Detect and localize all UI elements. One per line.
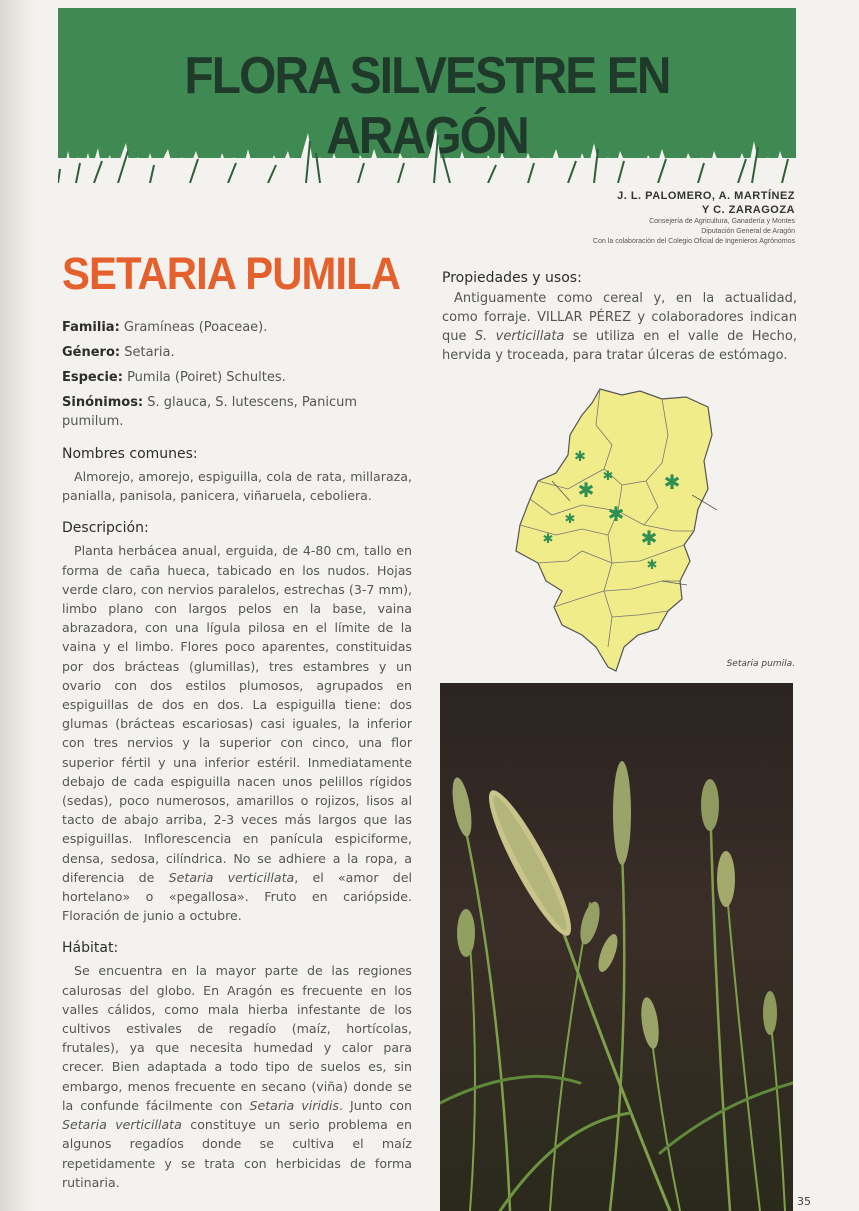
sinonimos-value: S. glauca, S. lutescens, Panicum pumilum. [62,395,358,429]
species-title: SETARIA PUMILA [62,248,401,299]
especie-label: Especie: [62,370,123,385]
genero-value: Setaria. [124,345,175,360]
presence-marker: ✱ [646,558,658,573]
genero-row [62,343,412,362]
presence-marker: ✱ [607,502,625,526]
habitat-heading: Hábitat: [62,940,119,957]
aragon-distribution-map [512,385,717,677]
habitat-species-ref-2: Setaria verticillata [62,1117,182,1133]
nombres-text: Almorejo, amorejo, espiguilla, cola de rata, millaraza, panialla, panisola, panicera, viñaruela, ceboliera. [62,469,412,504]
affiliation-1: Consejería de Agricultura, Ganadería y Montes [649,218,795,225]
map-caption: Setaria pumila. [726,659,795,669]
right-column [442,270,797,365]
propiedades-text-a: Antiguamente como cereal y, en la actualidad, como forraje. VILLAR PÉREZ y colaboradores indican que [442,291,797,344]
descripcion-text-b: , el «amor del hortelano» o «pegallosa». Fruto en cariópside. Floración de junio a octubre. [62,869,412,924]
habitat-text [62,961,412,1191]
seed-head [701,779,719,831]
especie-value: Pumila (Poiret) Schultes. [127,370,286,385]
sinonimos-label: Sinónimos: [62,395,144,410]
presence-marker: ✱ [663,470,681,494]
especie-row [62,368,412,387]
authors-line-1: J. L. PALOMERO, A. MARTÍNEZ [617,190,795,202]
habitat-text-a: Se encuentra en la mayor parte de las regiones calurosas del globo. En Aragón es frecuente en los valles cálidos, como mala hierba infestante de los cultivos estivales de regadío (maíz, hortícolas, frutales), ya que necesita humedad y calor para crecer. Bien adaptada a todo tipo de suelos es, sin embargo, menos frecuente en secano (viña) donde se la confunde fácilmente con [62,963,412,1113]
genero-label: Género: [62,345,121,360]
setaria-photo [440,683,793,1211]
habitat-text-b: . Junto con [338,1097,412,1113]
affiliation-2: Diputación General de Aragón [701,228,795,235]
authors-line-2: Y C. ZARAGOZA [701,204,795,216]
page-gutter-shadow [0,0,36,1211]
aragon-outline [516,389,712,671]
descripcion-text-a: Planta herbácea anual, erguida, de 4-80 cm, tallo en forma de caña hueca, tabicado en los nudos. Hojas verde claro, con nervios paralelos, estrechas (3-7 mm), limbo plano con largos pelos en la base, vaina abrazadora, con una lígula pilosa en el límite de la vaina y el limbo. Flores poco aparentes, constituidas por dos brácteas (glumillas), tres estambres y un ovario con dos estilos plumosos, agrupados en espiguillas de dos en dos. La espiguilla tiene: dos glumas (brácteas escariosas) casi iguales, la inferior con tres nervios y la superior con cinco, una flor superior fértil y una inferior estéril. Inmediatamente debajo de cada espiguilla nacen unos pelillos rígidos (sedas), poco numerosos, amarillos o rojizos, lisos al tacto de abajo arriba, 2-3 veces más largos que las espiguillas. Inflorescencia en panícula espiciforme, densa, sedosa, cilíndrica. No se adhiere a la ropa, a diferencia de [62,543,412,885]
seed-head [763,991,777,1035]
seed-head [457,909,475,957]
header-banner [58,8,796,183]
descripcion-species-ref: Setaria verticillata [168,869,295,885]
propiedades-species-ref: S. verticillata [474,329,565,344]
habitat-text-c: constituye un serio problema en algunos regadíos donde se cultiva el maíz repetidamente y se trata con herbicidas de forma rutinaria. [62,1117,412,1190]
descripcion-text [62,541,412,925]
page-number: 35 [797,1195,811,1208]
presence-marker: ✱ [602,469,614,484]
familia-label: Familia: [62,320,120,335]
left-column [62,318,412,1192]
propiedades-heading: Propiedades y usos: [442,270,582,286]
presence-marker: ✱ [577,478,595,502]
page-title: FLORA SILVESTRE EN ARAGÓN [184,47,670,165]
seed-head [613,761,631,865]
nombres-heading: Nombres comunes: [62,446,198,462]
presence-marker: ✱ [574,449,586,465]
habitat-species-ref-1: Setaria viridis [249,1097,339,1113]
presence-marker: ✱ [564,512,576,527]
affiliation-3: Con la colaboración del Colegio Oficial de Ingenieros Agrónomos [593,238,795,245]
familia-row [62,318,412,337]
presence-marker: ✱ [640,526,658,550]
sinonimos-row [62,393,412,431]
authors-block [440,189,795,247]
familia-value: Gramíneas (Poaceae). [123,320,268,335]
presence-marker: ✱ [542,532,554,547]
grass-silhouette [58,113,796,183]
descripcion-heading: Descripción: [62,520,149,537]
propiedades-text-b: se utiliza en el valle de Hecho, hervida y troceada, para tratar úlceras de estómago. [442,329,798,363]
seed-head [717,851,735,907]
propiedades-text [442,289,797,365]
